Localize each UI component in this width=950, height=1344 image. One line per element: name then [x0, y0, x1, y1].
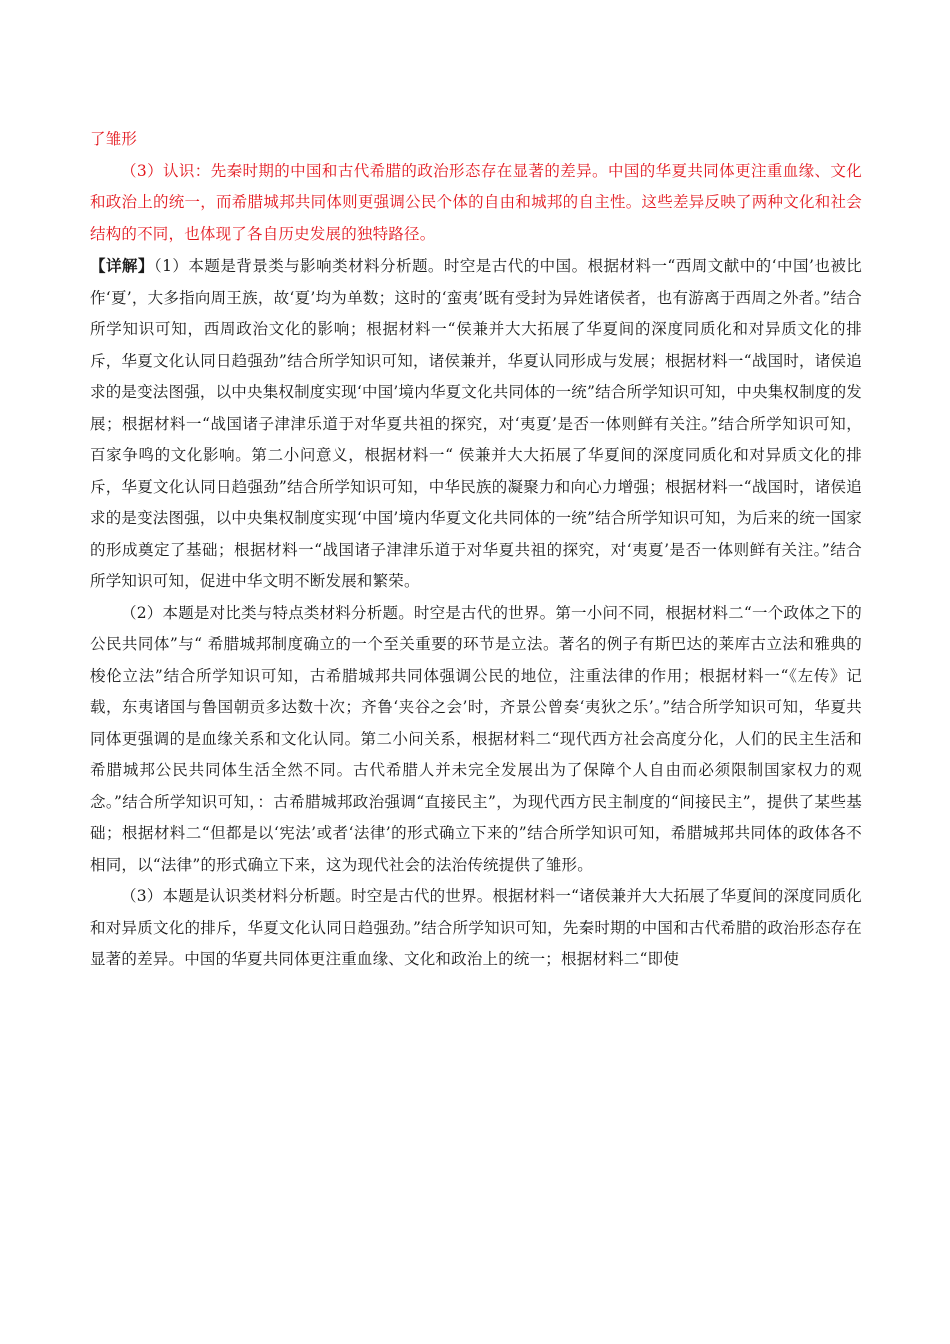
explanation-part-2: （2）本题是对比类与特点类材料分析题。时空是古代的世界。第一小问不同，根据材料二“一个政体之下的公民共同体”与“ 希腊城邦制度确立的一个至关重要的环节是立法。著名的例子有斯巴达的莱库古立法和雅典的梭伦立法”结合所学知识可知，古希腊城邦共同体强调公民的地位，注重法律的作用；根据材料一“《左传》记载，东夷诸国与鲁国朝贡多达数十次；齐鲁‘夹谷之会’时，齐景公曾奏‘夷狄之乐’。”结合所学知识可知，华夏共同体更强调的是血缘关系和文化认同。第二小问关系，根据材料二“现代西方社会高度分化，人们的民主生活和希腊城邦公民共同体生活全然不同。古代希腊人并未完全发展出为了保障个人自由而必须限制国家权力的观念。”结合所学知识可知，：古希腊城邦政治强调“直接民主”，为现代西方民主制度的“间接民主”，提供了某些基础；根据材料二“但都是以‘宪法’或者‘法律’的形式确立下来的”结合所学知识可知，希腊城邦共同体的政体各不相同，以“法律”的形式确立下来，这为现代社会的法治传统提供了雏形。 — [90, 603, 862, 874]
explanation-part-1 — [90, 250, 862, 598]
explanation-label: 【详解】 — [90, 256, 154, 275]
explanation-part-3: （3）本题是认识类材料分析题。时空是古代的世界。根据材料一“诸侯兼并大大拓展了华夏间的深度同质化和对异质文化的排斥，华夏文化认同日趋强劲。”结合所学知识可知，先秦时期的中国和古代希腊的政治形态存在显著的差异。中国的华夏共同体更注重血缘、文化和政治上的统一；根据材料二“即使 — [90, 887, 862, 968]
answer-continuation: 了雏形 — [90, 130, 138, 148]
answer-part-3: （3）认识：先秦时期的中国和古代希腊的政治形态存在显著的差异。中国的华夏共同体更注重血缘、文化和政治上的统一，而希腊城邦共同体则更强调公民个体的自由和城邦的自主性。这些差异反映了两种文化和社会结构的不同，也体现了各自历史发展的独特路径。 — [90, 161, 862, 243]
document-page — [90, 124, 862, 976]
explanation-part-1-text: （1）本题是背景类与影响类材料分析题。时空是古代的中国。根据材料一“西周文献中的‘中国’也被比作‘夏’，大多指向周王族，故‘夏’均为单数；这时的‘蛮夷’既有受封为异姓诸侯者，也有游离于西周之外者。”结合所学知识可知，西周政治文化的影响；根据材料一“侯兼并大大拓展了华夏间的深度同质化和对异质文化的排斥，华夏文化认同日趋强劲”结合所学知识可知，诸侯兼并，华夏认同形成与发展；根据材料一“战国时，诸侯追求的是变法图强，以中央集权制度实现‘中国’境内华夏文化共同体的一统”结合所学知识可知，中央集权制度的发展；根据材料一“战国诸子津津乐道于对华夏共祖的探究，对‘夷夏’是否一体则鲜有关注。”结合所学知识可知，百家争鸣的文化影响。第二小问意义，根据材料一“ 侯兼并大大拓展了华夏间的深度同质化和对异质文化的排斥，华夏文化认同日趋强劲”结合所学知识可知，中华民族的凝聚力和向心力增强；根据材料一“战国时，诸侯追求的是变法图强，以中央集权制度实现‘中国’境内华夏文化共同体的一统”结合所学知识可知，为后来的统一国家的形成奠定了基础；根据材料一“战国诸子津津乐道于对华夏共祖的探究，对‘夷夏’是否一体则鲜有关注。”结合所学知识可知，促进中华文明不断发展和繁荣。 — [90, 257, 862, 590]
